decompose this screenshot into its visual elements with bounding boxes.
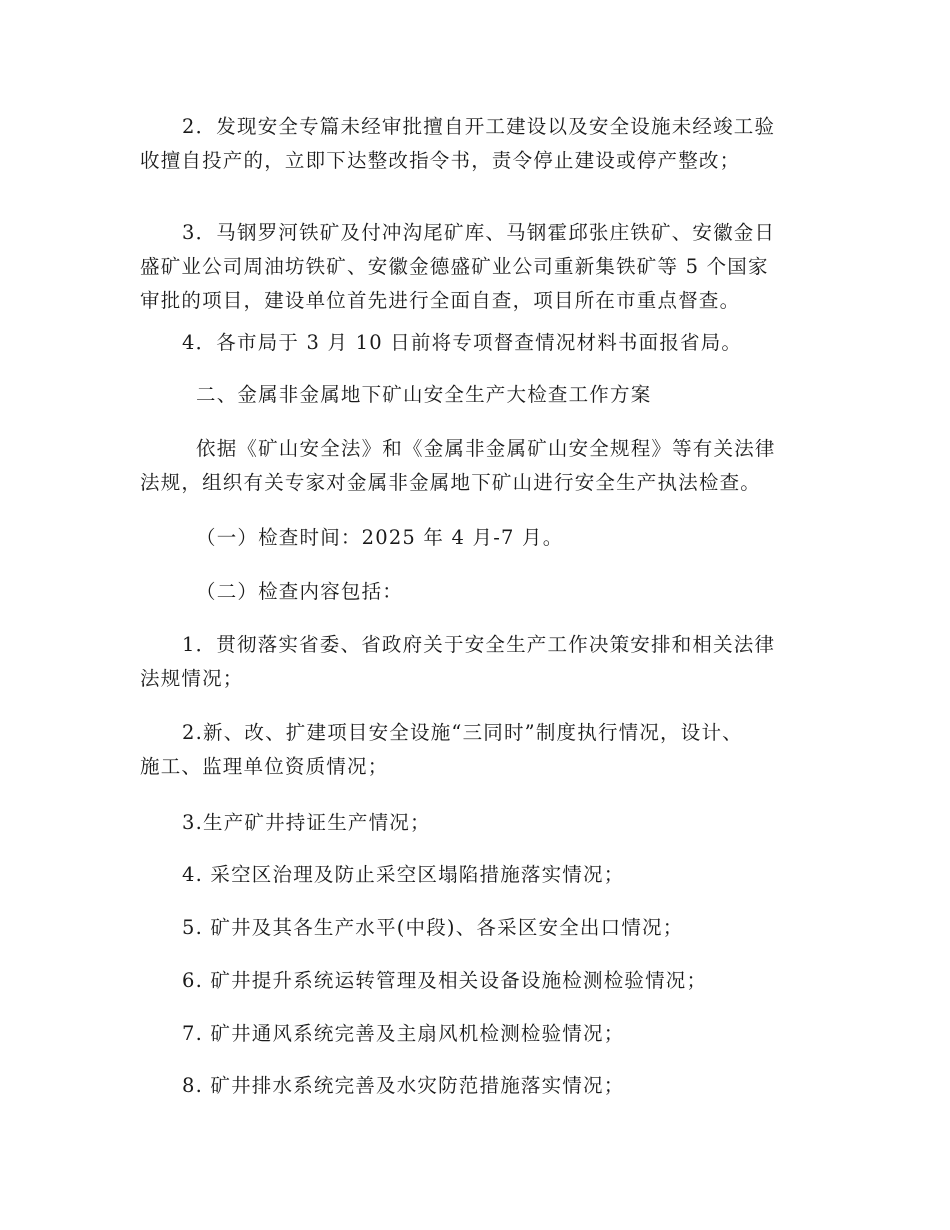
list-item-6 <box>140 964 812 998</box>
paragraph-line: 依据《矿山安全法》和《金属非金属矿山安全规程》等有关法律 <box>196 437 776 460</box>
paragraph-2-review-violation <box>140 110 812 178</box>
paragraph-line: 施工、监理单位资质情况； <box>140 755 389 778</box>
paragraph-line: （一）检查时间：2025 年 4 月-7 月。 <box>196 526 564 549</box>
paragraph-line: 5. 矿井及其各生产水平(中段)、各采区安全出口情况； <box>182 916 684 939</box>
paragraph-line: 4. 采空区治理及防止采空区塌陷措施落实情况； <box>182 863 625 886</box>
list-item-2 <box>140 716 812 784</box>
paragraph-line: 法规情况； <box>140 667 244 690</box>
paragraph-line: 2．发现安全专篇未经审批擅自开工建设以及安全设施未经竣工验 <box>182 115 776 138</box>
list-item-5 <box>140 911 812 945</box>
paragraph-4-report-deadline <box>140 326 812 360</box>
paragraph-line: 8. 矿井排水系统完善及水灾防范措施落实情况； <box>182 1074 625 1097</box>
section-heading-2 <box>140 378 812 412</box>
paragraph-legal-basis <box>140 432 812 500</box>
paragraph-line: （二）检查内容包括： <box>196 580 404 603</box>
list-item-4 <box>140 858 812 892</box>
paragraph-line: 6. 矿井提升系统运转管理及相关设备设施检测检验情况； <box>182 969 708 992</box>
paragraph-line: 收擅自投产的，立即下达整改指令书，责令停止建设或停产整改； <box>140 149 741 172</box>
paragraph-line: 盛矿业公司周油坊铁矿、安徽金德盛矿业公司重新集铁矿等 5 个国家 <box>140 255 769 278</box>
paragraph-line: 3．马钢罗河铁矿及付冲沟尾矿库、马钢霍邱张庄铁矿、安徽金日 <box>182 221 776 244</box>
paragraph-3-national-projects <box>140 216 812 318</box>
list-item-7 <box>140 1017 812 1051</box>
paragraph-line: 4．各市局于 3 月 10 日前将专项督查情况材料书面报省局。 <box>182 331 743 354</box>
paragraph-inspection-time <box>140 521 812 555</box>
section-heading: 二、金属非金属地下矿山安全生产大检查工作方案 <box>196 383 652 406</box>
paragraph-line: 1．贯彻落实省委、省政府关于安全生产工作决策安排和相关法律 <box>182 633 776 656</box>
paragraph-line: 7. 矿井通风系统完善及主扇风机检测检验情况； <box>182 1022 625 1045</box>
paragraph-inspection-contents <box>140 575 812 609</box>
list-item-1 <box>140 628 812 696</box>
paragraph-line: 审批的项目，建设单位首先进行全面自查，项目所在市重点督查。 <box>140 289 741 312</box>
paragraph-line: 法规，组织有关专家对金属非金属地下矿山进行安全生产执法检查。 <box>140 471 762 494</box>
paragraph-line: 2.新、改、扩建项目安全设施“三同时”制度执行情况，设计、 <box>182 721 743 744</box>
list-item-3 <box>140 806 812 840</box>
paragraph-line: 3.生产矿井持证生产情况； <box>182 811 431 834</box>
list-item-8 <box>140 1069 812 1103</box>
